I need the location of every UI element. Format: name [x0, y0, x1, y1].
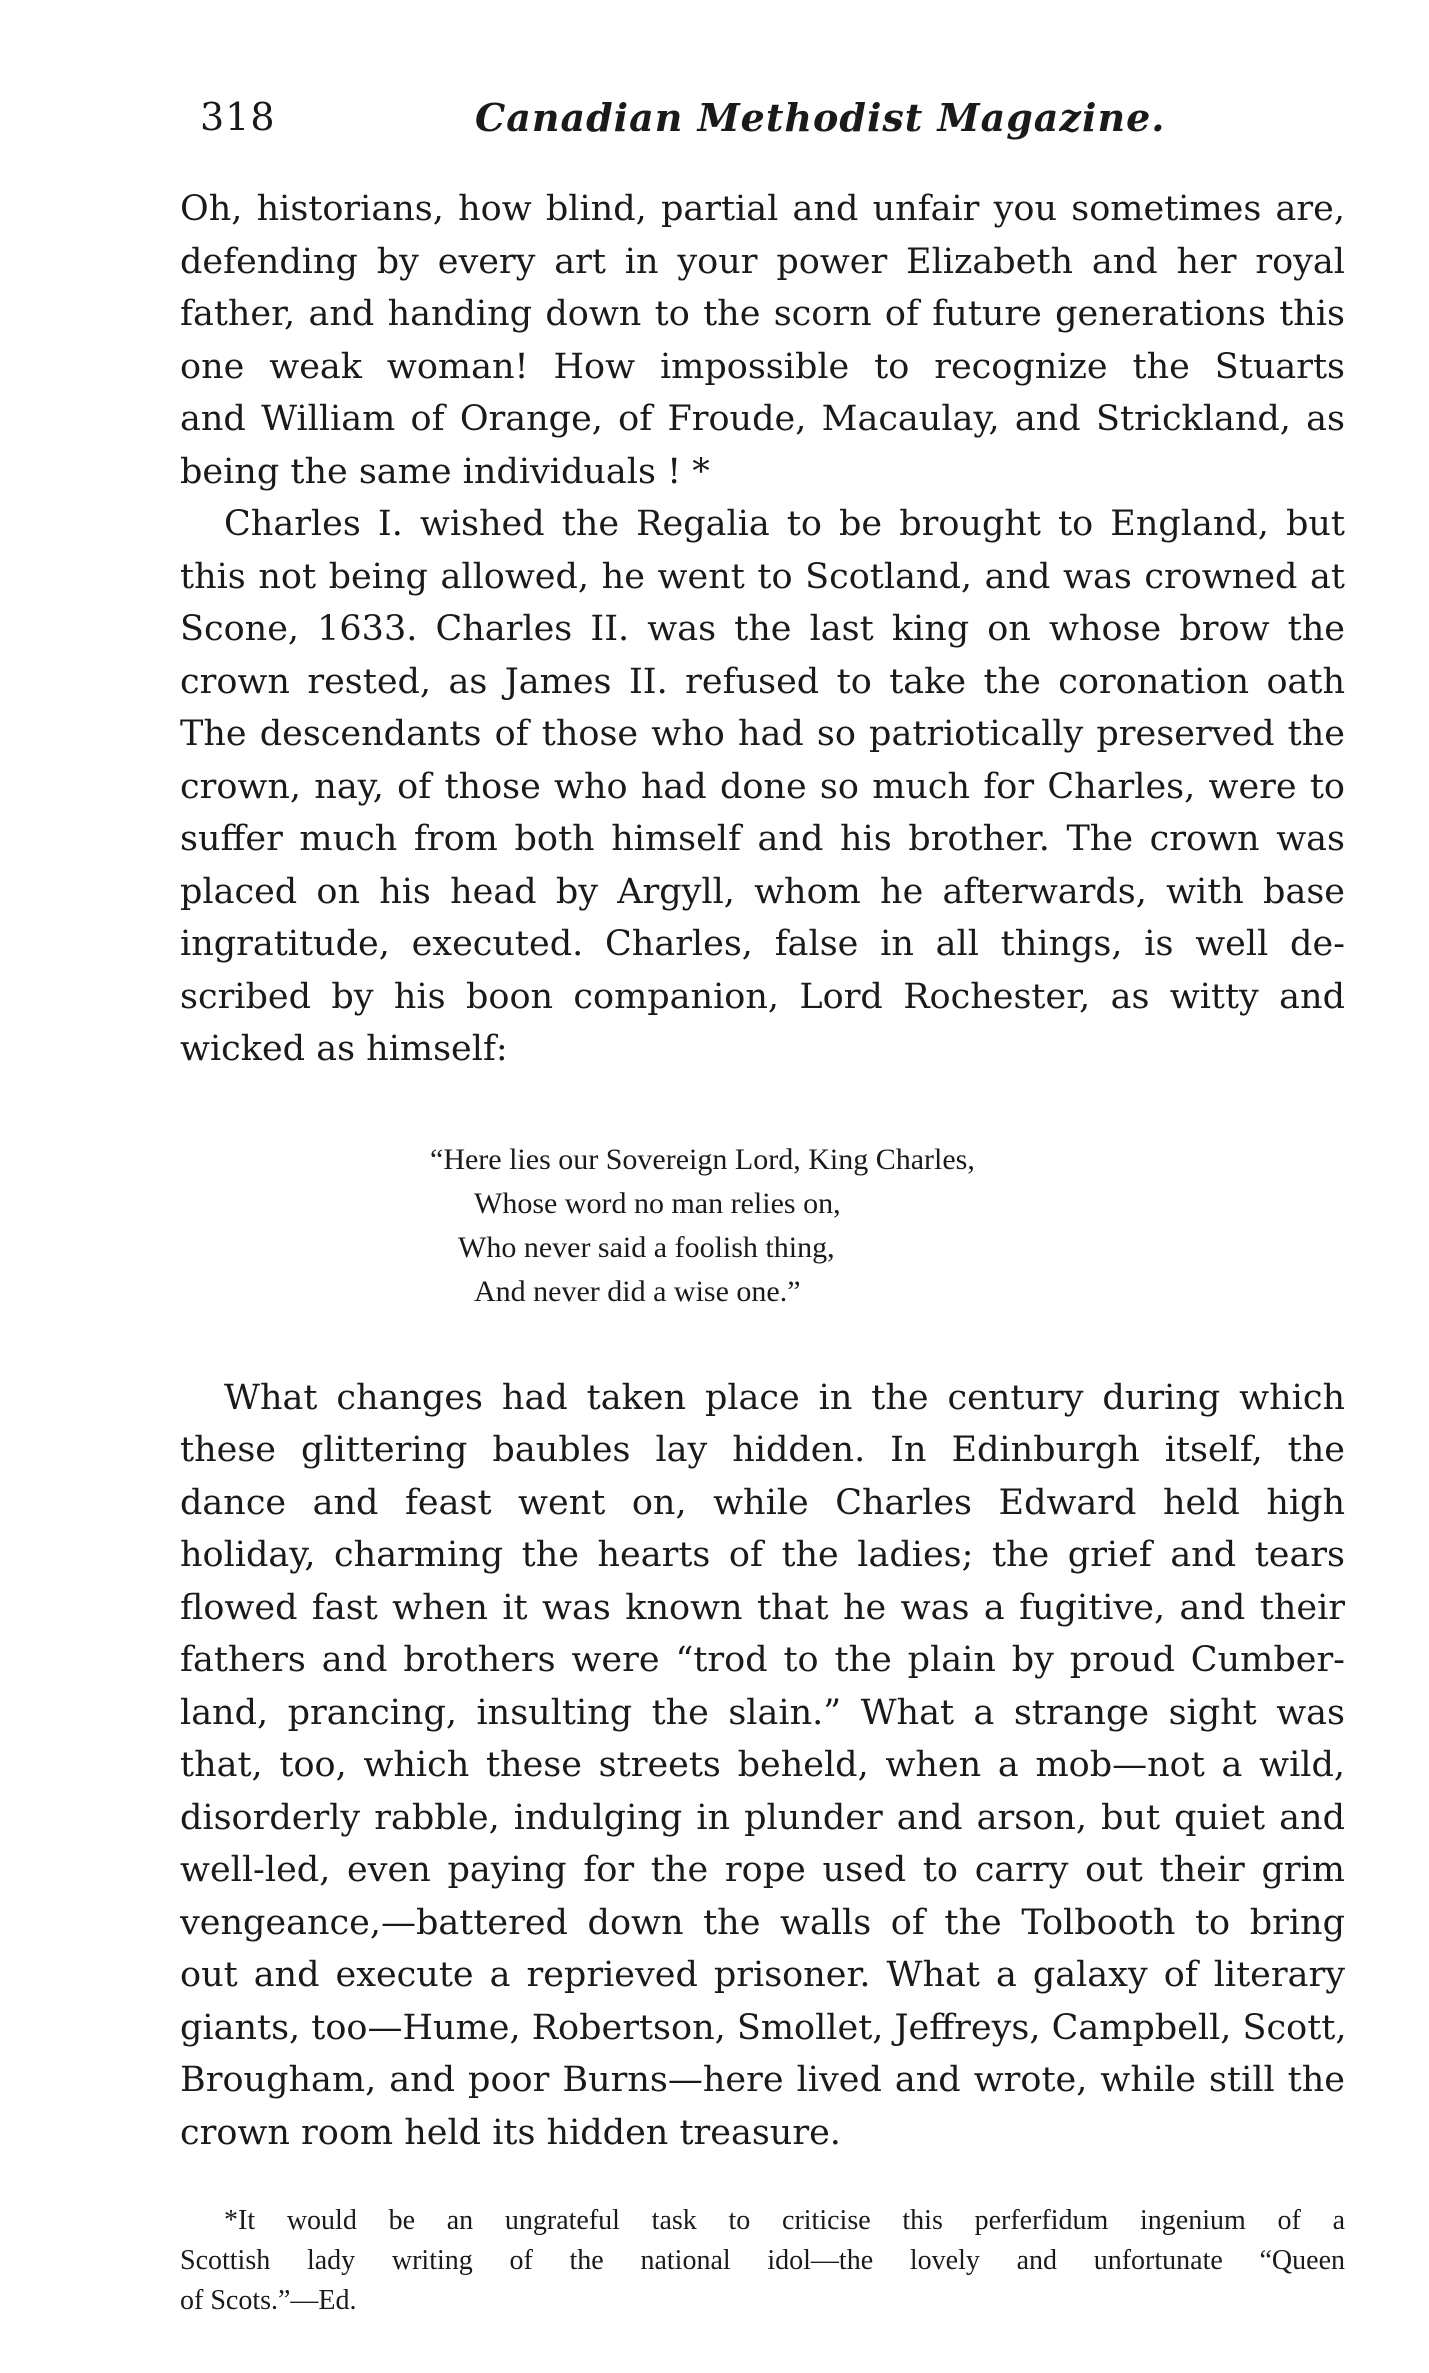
text-line: that, too, which these streets beheld, when a mob—not a wild,: [180, 1745, 1345, 1785]
text-line: father, and handing down to the scorn of future generations this: [180, 294, 1345, 334]
footnote: [180, 2201, 1345, 2321]
text-line: being the same individuals ! *: [180, 451, 710, 492]
footnote-line: *It would be an ungrateful task to criticise this perferfidum ingenium of a: [224, 2205, 1345, 2236]
paragraph-2: [180, 498, 1345, 1076]
text-line: Oh, historians, how blind, partial and unfair you sometimes are,: [180, 189, 1345, 229]
footnote-line: of Scots.”—Ed.: [180, 2285, 357, 2316]
text-line: land, prancing, insulting the slain.” What a strange sight was: [180, 1692, 1345, 1733]
text-line: dance and feast went on, while Charles Edward held high: [180, 1482, 1345, 1523]
page-header: [180, 95, 1345, 155]
text-line: suffer much from both himself and his brother. The crown was: [180, 819, 1345, 859]
paragraph-1: [180, 183, 1345, 498]
text-line: placed on his head by Argyll, whom he afterwards, with base: [180, 871, 1345, 912]
page-number: 318: [200, 95, 276, 139]
text-line: this not being allowed, he went to Scotland, and was crowned at: [180, 556, 1345, 597]
verse-line: And never did a wise one.”: [474, 1274, 801, 1308]
text-line: well-led, even paying for the rope used to carry out their grim: [180, 1850, 1345, 1890]
verse-line: Who never said a foolish thing,: [458, 1230, 835, 1264]
text-line: The descendants of those who had so patriotically preserved the: [180, 714, 1345, 754]
text-line: ingratitude, executed. Charles, false in all things, is well de-: [180, 924, 1345, 964]
text-line: Charles I. wished the Regalia to be brought to England, but: [224, 504, 1345, 544]
text-line: holiday, charming the hearts of the ladies; the grief and tears: [180, 1535, 1345, 1575]
text-line: wicked as himself:: [180, 1029, 508, 1069]
text-line: giants, too—Hume, Robertson, Smollet, Jeffreys, Campbell, Scott,: [180, 2007, 1347, 2048]
verse-epitaph: [430, 1138, 1345, 1314]
text-line: disorderly rabble, indulging in plunder and arson, but quiet and: [180, 1797, 1345, 1838]
page: [180, 95, 1345, 2321]
text-line: crown, nay, of those who had done so much for Charles, were to: [180, 766, 1345, 807]
running-title: Canadian Methodist Magazine.: [475, 95, 1166, 140]
text-line: defending by every art in your power Elizabeth and her royal: [180, 241, 1345, 282]
body-text: [180, 183, 1345, 2321]
text-line: fathers and brothers were “trod to the plain by proud Cumber-: [180, 1640, 1345, 1680]
verse-line: Whose word no man relies on,: [474, 1186, 841, 1220]
text-line: these glittering baubles lay hidden. In Edinburgh itself, the: [180, 1430, 1345, 1470]
verse-line: “Here lies our Sovereign Lord, King Charles,: [430, 1142, 975, 1176]
footnote-line: Scottish lady writing of the national idol—the lovely and unfortunate “Queen: [180, 2245, 1345, 2276]
text-line: Brougham, and poor Burns—here lived and wrote, while still the: [180, 2060, 1345, 2100]
text-line: scribed by his boon companion, Lord Rochester, as witty and: [180, 976, 1345, 1017]
text-line: crown room held its hidden treasure.: [180, 2112, 841, 2153]
text-line: out and execute a reprieved prisoner. What a galaxy of literary: [180, 1955, 1345, 1995]
text-line: crown rested, as James II. refused to take the coronation oath: [180, 661, 1345, 702]
text-line: one weak woman! How impossible to recognize the Stuarts: [180, 346, 1345, 387]
text-line: vengeance,—battered down the walls of the Tolbooth to bring: [180, 1902, 1345, 1943]
paragraph-3: [180, 1372, 1345, 2160]
text-line: flowed fast when it was known that he was a fugitive, and their: [180, 1587, 1345, 1628]
text-line: What changes had taken place in the century during which: [224, 1377, 1345, 1418]
text-line: and William of Orange, of Froude, Macaulay, and Strickland, as: [180, 399, 1345, 439]
text-line: Scone, 1633. Charles II. was the last king on whose brow the: [180, 609, 1345, 649]
